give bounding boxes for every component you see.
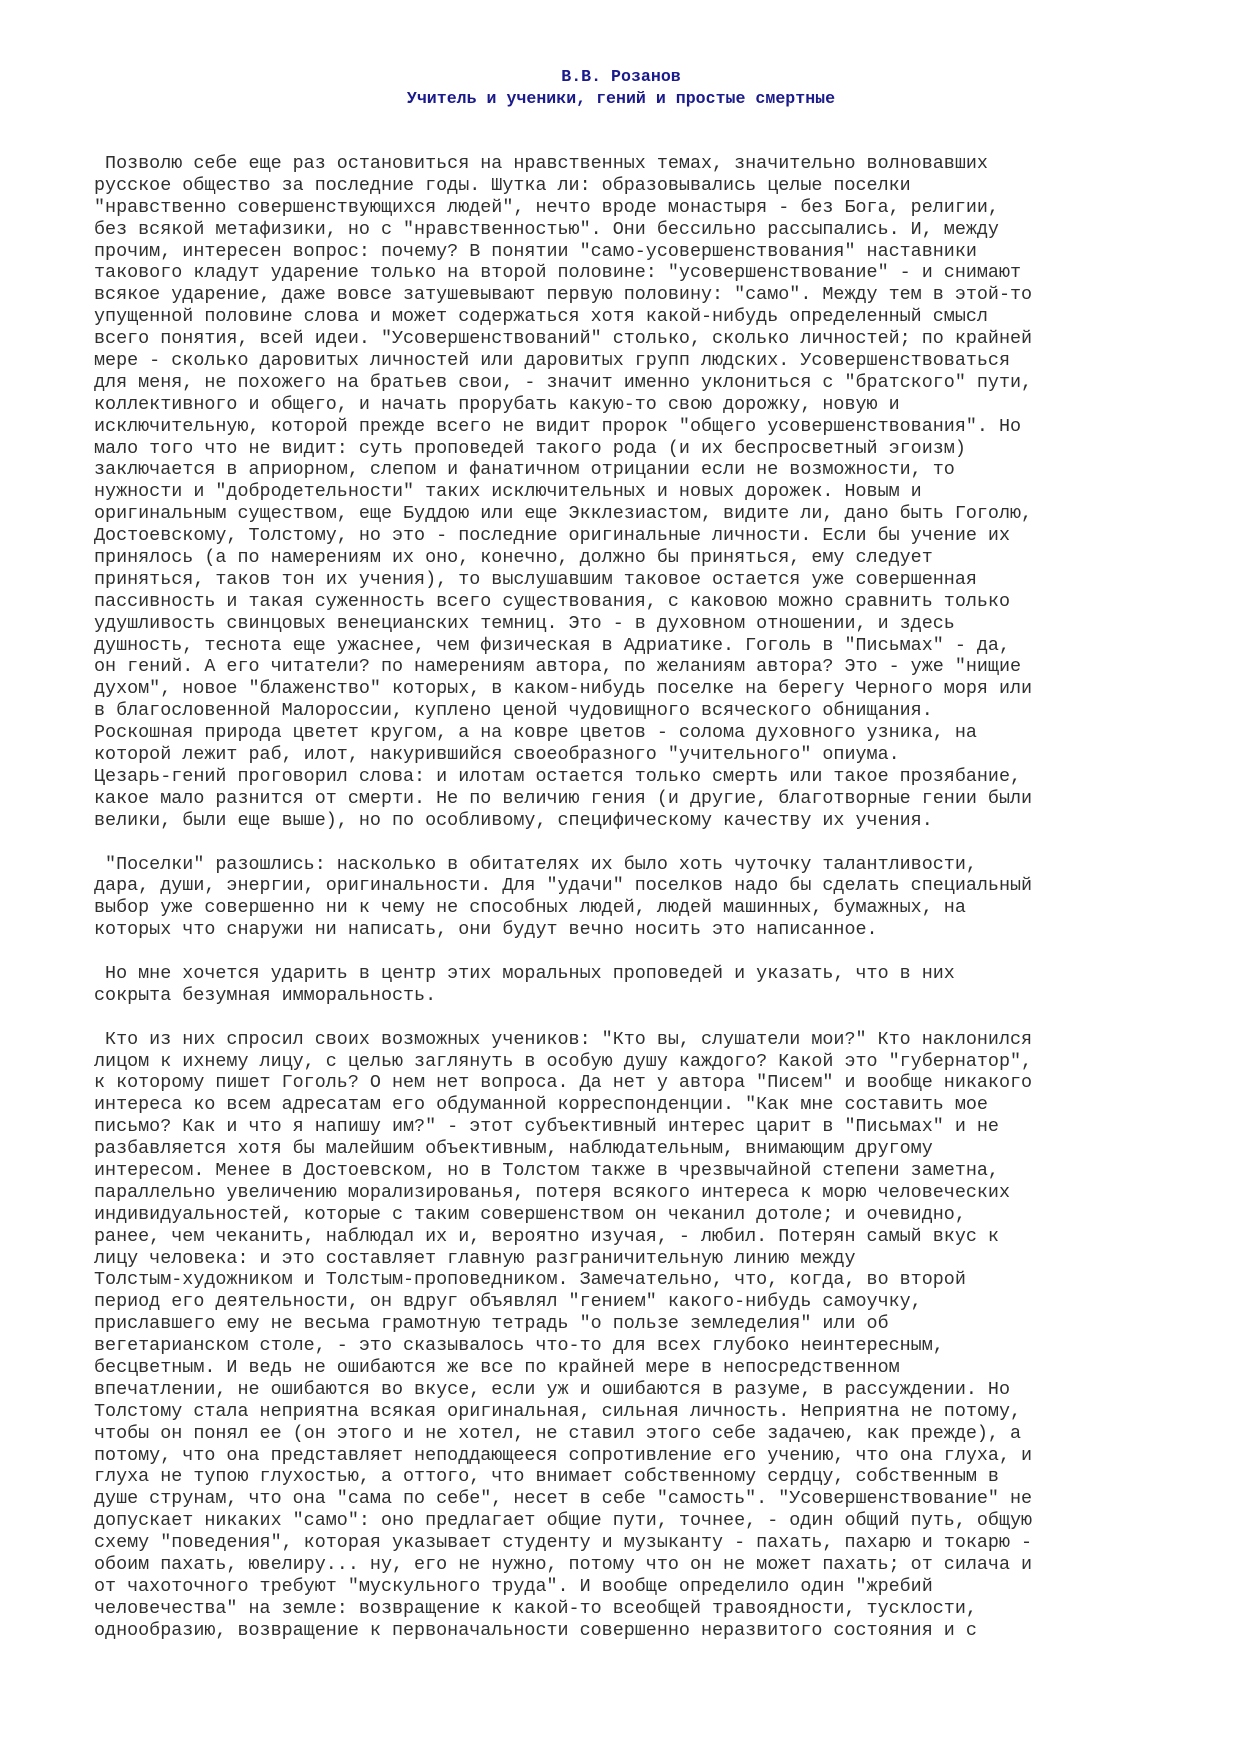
text-line: интереса ко всем адресатам его обдуманной корреспонденции. "Как мне составить мое [94, 1094, 988, 1116]
text-line: в благословенной Малороссии, куплено ценой чудовищного всяческого обнищания. [94, 700, 933, 722]
text-line: Роскошная природа цветет кругом, а на ковре цветов - солома духовного узника, на [94, 722, 977, 744]
text-line: принялось (а по намерениям их оно, конечно, должно бы приняться, ему следует [94, 547, 933, 569]
text-line: лицом к ихнему лицу, с целью заглянуть в особую душу каждого? Какой это "губернатор", [94, 1050, 1033, 1072]
paragraph [94, 153, 1214, 832]
text-line: Толстому стала неприятна всякая оригинальная, сильная личность. Неприятна не потому, [94, 1400, 1022, 1422]
text-line: коллективного и общего, и начать прорубать какую-то свою дорожку, новую и [94, 393, 900, 415]
text-line: всего понятия, всей идеи. "Усовершенствований" столько, сколько личностей; по крайней [94, 328, 1033, 350]
title-heading: Учитель и ученики, гений и простые смертные [406, 89, 836, 108]
text-line: оригинальным существом, еще Буддою или еще Экклезиастом, видите ли, дано быть Гоголю, [94, 503, 1033, 525]
text-line: Толстым-художником и Толстым-проповедником. Замечательно, что, когда, во второй [94, 1269, 966, 1291]
text-line: индивидуальностей, которые с таким совершенством он чеканил дотоле; и очевидно, [94, 1203, 966, 1225]
text-line: велики, были еще выше), но по особливому, специфическому качеству их учения. [94, 809, 933, 831]
article-body [94, 153, 1214, 1663]
text-line: духом", новое "блаженство" которых, в каком-нибудь поселке на берегу Черного моря или [94, 678, 1033, 700]
text-line: обоим пахать, ювелиру... ну, его не нужно, потому что он не может пахать; от силача и [94, 1554, 1033, 1575]
paragraph [94, 1029, 1214, 1642]
text-line: русское общество за последние годы. Шутка ли: образовывались целые поселки [94, 174, 911, 196]
author-heading: В.В. Розанов [561, 67, 681, 86]
text-line: сокрыта безумная имморальность. [94, 984, 437, 1006]
text-line: мало того что не видит: суть проповедей такого рода (и их беспросветный эгоизм) [94, 437, 966, 459]
text-line: дара, души, энергии, оригинальности. Для "удачи" поселков надо бы сделать специальный [94, 875, 1033, 897]
text-line: от чахоточного требуют "мускульного труда". И вообще определило один "жребий [94, 1575, 933, 1597]
text-line: период его деятельности, он вдруг объявлял "гением" какого-нибудь самоучку, [94, 1291, 922, 1313]
text-line: без всякой метафизики, но с "нравственностью". Они бессильно рассыпались. И, между [94, 218, 999, 240]
text-line: мере - сколько даровитых личностей или даровитых групп людских. Усовершенствоваться [94, 350, 1011, 372]
text-line: разбавляется хотя бы малейшим объективным, наблюдательным, внимающим другому [94, 1138, 933, 1160]
text-line: вегетарианском столе, - это сказывалось что-то для всех глубоко неинтересным, [94, 1335, 944, 1357]
text-line: бесцветным. И ведь не ошибаются же все по крайней мере в непосредственном [94, 1356, 900, 1378]
text-line: ранее, чем чеканить, наблюдал их и, вероятно изучая, - любил. Потерян самый вкус к [94, 1225, 999, 1247]
text-line: прочим, интересен вопрос: почему? В понятии "само-усовершенствования" наставники [94, 240, 977, 262]
text-line: "нравственно совершенствующихся людей", нечто вроде монастыря - без Бога, религии, [94, 196, 999, 218]
text-line: лицу человека: и это составляет главную разграничительную линию между [94, 1247, 856, 1269]
text-line: упущенной половине слова и может содержаться хотя какой-нибудь определенный смысл [94, 306, 988, 328]
text-line: душность, теснота еще ужаснее, чем физическая в Адриатике. Гоголь в "Письмах" - да, [94, 634, 1011, 656]
text-line: для меня, не похожего на братьев свои, - значит именно уклониться с "братского" пути, [94, 371, 1033, 393]
text-line: пассивность и такая суженность всего существования, с каковою можно сравнить только [94, 590, 1011, 612]
text-line: интересом. Менее в Достоевском, но в Толстом также в чрезвычайной степени заметна, [94, 1159, 999, 1181]
text-line: человечества" на земле: возвращение к какой-то всеобщей травоядности, тусклости, [94, 1597, 977, 1619]
text-line: параллельно увеличению морализированья, потеря всякого интереса к морю человеческих [94, 1181, 1011, 1203]
text-line: всякое ударение, даже вовсе затушевывают первую половину: "само". Между тем в этой-то [94, 284, 1033, 306]
text-line: "Поселки" разошлись: насколько в обитателях их было хоть чуточку талантливости, [94, 853, 977, 875]
text-line: удушливость свинцовых венецианских темниц. Это - в духовном отношении, и здесь [94, 612, 955, 634]
text-line: Цезарь-гений проговорил слова: и илотам остается только смерть или такое прозябание, [94, 765, 1022, 787]
text-line: Достоевскому, Толстому, но это - последние оригинальные личности. Если бы учение их [94, 525, 1011, 547]
text-line: которой лежит раб, илот, накурившийся своеобразного "учительного" опиума. [94, 744, 900, 766]
text-line: выбор уже совершенно ни к чему не способных людей, людей машинных, бумажных, на [94, 897, 966, 919]
text-line: чтобы он понял ее (он этого и не хотел, не ставил этого себе задачею, как прежде), а [94, 1422, 1022, 1444]
paragraph [94, 963, 1214, 1007]
text-line: письмо? Как и что я напишу им?" - этот субъективный интерес царит в "Письмах" и не [94, 1116, 999, 1138]
text-line: Но мне хочется ударить в центр этих моральных проповедей и указать, что в них [94, 962, 955, 984]
text-line: он гений. А его читатели? по намерениям автора, по желаниям автора? Это - уже "нищие [94, 656, 1022, 678]
text-line: приславшего ему не весьма грамотную тетрадь "о пользе земледелия" или об [94, 1313, 889, 1335]
text-line: приняться, таков тон их учения), то выслушавшим таковое остается уже совершенная [94, 568, 977, 590]
text-line: какое мало разнится от смерти. Не по величию гения (и другие, благотворные гении были [94, 787, 1033, 809]
text-line: глуха не тупою глухостью, а оттого, что внимает собственному сердцу, собственным в [94, 1466, 999, 1488]
text-line: которых что снаружи ни написать, они будут вечно носить это написанное. [94, 919, 878, 941]
text-line: впечатлении, не ошибаются во вкусе, если уж и ошибаются в разуме, в рассуждении. Но [94, 1378, 1011, 1400]
text-line: к которому пишет Гоголь? О нем нет вопроса. Да нет у автора "Писем" и вообще никакого [94, 1072, 1033, 1094]
text-line: потому, что она представляет неподдающееся сопротивление его учению, что она глуха, и [94, 1444, 1033, 1466]
text-line: заключается в априорном, слепом и фанатичном отрицании если не возможности, то [94, 459, 955, 481]
text-line: нужности и "добродетельности" таких исключительных и новых дорожек. Новым и [94, 481, 922, 503]
text-line: Кто из них спросил своих возможных учеников: "Кто вы, слушатели мои?" Кто наклонился [94, 1028, 1033, 1050]
text-line: допускает никаких "само": оно предлагает общие пути, точнее, - один общий путь, общую [94, 1510, 1033, 1532]
text-line: Позволю себе еще раз остановиться на нравственных темах, значительно волновавших [94, 153, 988, 174]
text-line: душе струнам, что она "сама по себе", несет в себе "самость". "Усовершенствование" не [94, 1488, 1033, 1510]
paragraph [94, 854, 1214, 942]
text-line: схему "поведения", которая указывает студенту и музыканту - пахать, пахарю и токарю - [94, 1532, 1033, 1554]
text-line: такового кладут ударение только на второй половине: "усовершенствование" - и снимают [94, 262, 1022, 284]
text-line: однообразию, возвращение к первоначальности совершенно неразвитого состояния и с [94, 1619, 977, 1641]
text-line: исключительную, которой прежде всего не видит пророк "общего усовершенствования". Но [94, 415, 1022, 437]
